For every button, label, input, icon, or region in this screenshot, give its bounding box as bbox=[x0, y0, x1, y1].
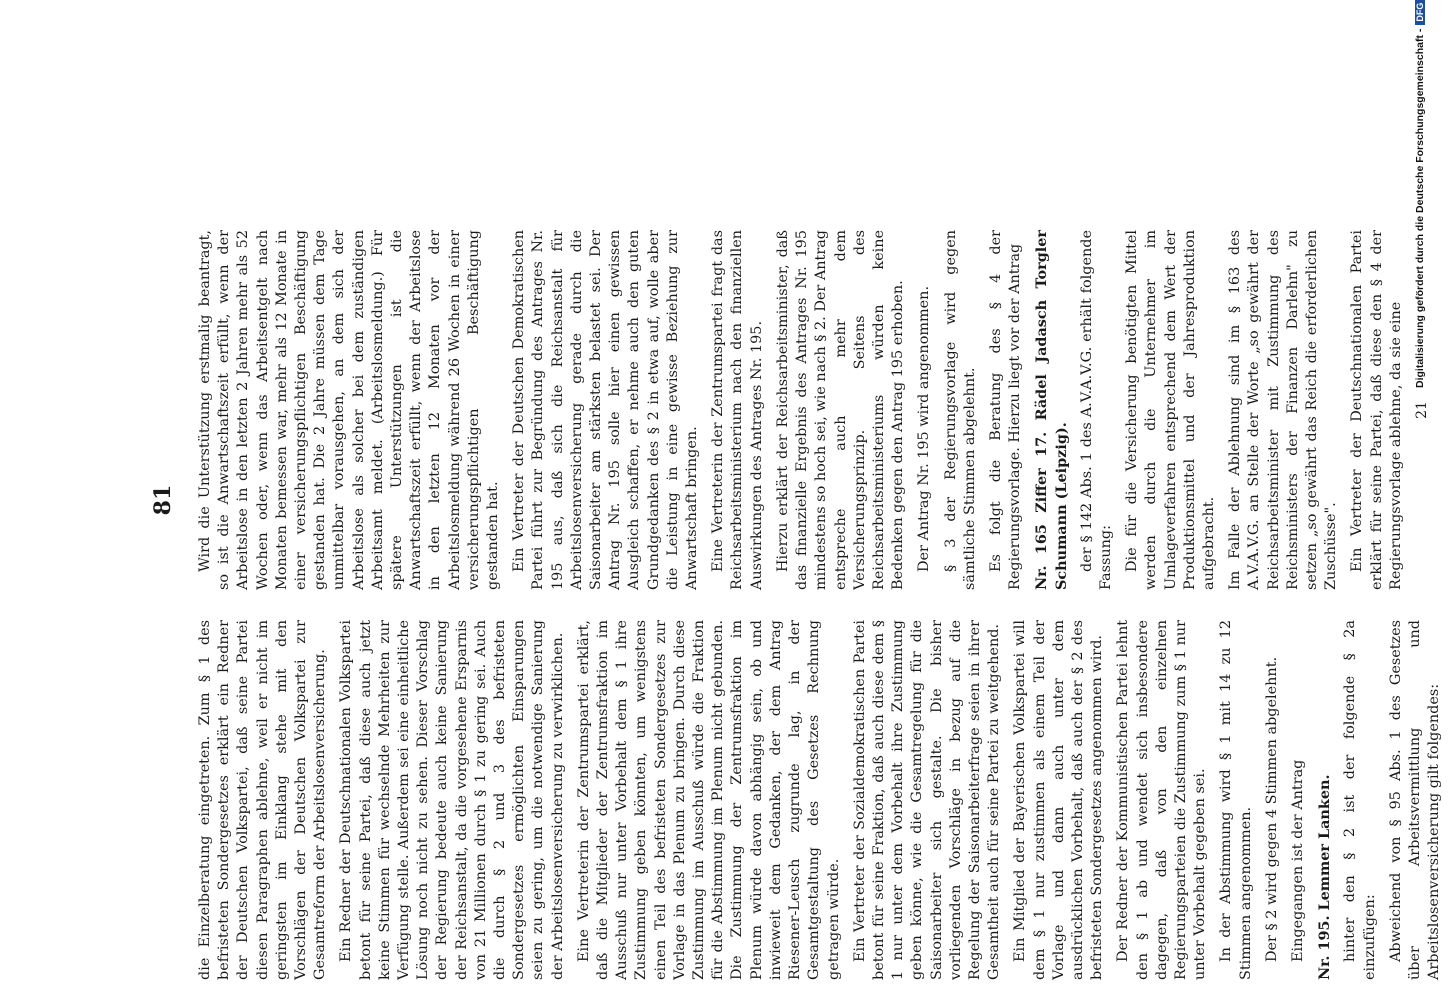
paragraph: die Einzelberatung eingetreten. Zum § 1 des befristeten Sondergesetzes erklärt ein Redner der Deutschen Volkspartei, daß seine Partei diesen Paragraphen ablehne, weil er nicht im geringsten im Einklang stehe mit den Vorschlägen der Deutschen Volkspartei zur Gesamtreform der Arbeitslosenversicherung. bbox=[197, 620, 329, 980]
paragraph: Ein Redner der Deutschnationalen Volkspartei betont für seine Partei, daß diese auch jetzt keine Stimmen für wechselnde Mehrheiten zur Verfügung stelle. Außerdem sei eine einheitliche Lösung noch nicht zu sehen. Dieser Vorschlag der Regierung bedeute auch keine Sanierung der Reichsanstalt, da die vorgesehene Ersparnis von 21 Millionen durch § 1 zu gering sei. Auch die durch § 2 und 3 des befristeten Sondergesetzes ermöglichten Einsparungen seien zu gering, um die notwendige Sanierung der Arbeitslosenversicherung zu verwirklichen. bbox=[338, 620, 566, 980]
paragraph: Eingegangen ist der Antrag bbox=[1289, 759, 1306, 962]
paragraph: Abweichend von § 95 Abs. 1 des Gesetzes über Arbeitsvermittlung und Arbeitslosenversicherung gilt folgendes: bbox=[1387, 620, 1443, 980]
paragraph: § 3 der Regierungsvorlage wird gegen sämtliche Stimmen abgelehnt. bbox=[942, 230, 978, 590]
digitization-text: Digitalisierung gefördert durch die Deutsche Forschungsgemeinschaft - bbox=[1414, 28, 1426, 388]
paragraph: Der Antrag Nr. 195 wird angenommen. bbox=[916, 285, 933, 572]
paragraph: Es folgt die Beratung des § 4 der Regierungsvorlage. Hierzu liegt vor der Antrag bbox=[987, 230, 1024, 590]
paragraph: Ein Vertreter der Deutschnationalen Partei erklärt für seine Partei, daß diese den § 4 der Regierungsvorlage ablehne, da sie eine bbox=[1349, 230, 1404, 590]
page-number: 81 bbox=[150, 484, 176, 516]
left-column bbox=[196, 620, 1451, 980]
paragraph: Im Falle der Ablehnung sind im § 163 des A.V.A.V.G. an Stelle der Worte „so gewährt der Reichsarbeitsminister mit Zustimmung des Reichsministers der Finanzen Darlehn" zu setzen „so gewährt das Reich die erforderlichen Zuschüsse". bbox=[1227, 230, 1340, 590]
footer-number: 21 bbox=[1413, 401, 1430, 419]
paragraph: Eine Vertreterin der Zentrumspartei fragt das Reichsarbeitsministerium nach den finanziellen Auswirkungen des Antrages Nr. 195. bbox=[710, 230, 765, 590]
paragraph: hinter den § 2 ist der folgende § 2a einzufügen: bbox=[1342, 620, 1378, 980]
paragraph: Der Redner der Kommunistischen Partei lehnt den § 1 ab und wendet sich insbesondere dagegen, daß von den einzelnen Regierungsparteien die Zustimmung zum § 1 nur unter Vorbehalt gegeben sei. bbox=[1115, 620, 1209, 980]
right-column bbox=[196, 230, 1432, 590]
paragraph: der § 142 Abs. 1 des A.V.A.V.G. erhält folgende Fassung: bbox=[1078, 230, 1114, 590]
paragraph: Wird die Unterstützung erstmalig beantragt, so ist die Anwartschaftszeit erfüllt, wenn der Arbeitslose in den letzten 2 Jahren mehr als 52 Wochen oder, wenn das Arbeitsentgelt nach Monaten bemessen war, mehr als 12 Monate in einer versicherungspflichtigen Beschäftigung gestanden hat. Die 2 Jahre müssen dem Tage unmittelbar vorausgehen, an dem sich der Arbeitslose als solcher bei dem zuständigen Arbeitsamt meldet. (Arbeitslosmeldung.) Für spätere Unterstützungen ist die Anwartschaftszeit erfüllt, wenn der Arbeitslose in den letzten 12 Monaten vor der Arbeitslosmeldung während 26 Wochen in einer versicherungspflichtigen Beschäftigung gestanden hat. bbox=[197, 230, 502, 590]
paragraph: Der § 2 wird gegen 4 Stimmen abgelehnt. bbox=[1263, 656, 1280, 962]
motion-heading: Nr. 195. Lemmer Lanken. bbox=[1316, 774, 1334, 980]
paragraph: Eine Vertreterin der Zentrumspartei erklärt, daß die Mitglieder der Zentrumsfraktion im Ausschuß nur unter Vorbehalt dem § 1 ihre Zustimmung geben könnten, um wenigstens einen Teil des befristeten Sondergesetzes zur Vorlage in das Plenum zu bringen. Durch diese Zustimmung im Ausschuß würde die Fraktion für die Abstimmung im Plenum nicht gebunden. Die Zustimmung der Zentrumsfraktion im Plenum würde davon abhängig sein, ob und inwieweit dem Gedanken, der dem Antrag Riesener-Leusch zugrunde lag, in der Gesamtgestaltung des Gesetzes Rechnung getragen würde. bbox=[575, 620, 842, 980]
motion-heading: Nr. 165 Ziffer 17. Rädel Jadasch Torgler Schumann (Leipzig). bbox=[1033, 230, 1070, 590]
paragraph: Die für die Versicherung benötigten Mittel werden durch die Unternehmer im Umlageverfahren entsprechend dem Wert der Produktionsmittel und der Jahresproduktion aufgebracht. bbox=[1124, 230, 1217, 590]
paragraph: Hierzu erklärt der Reichsarbeitsminister, daß das finanzielle Ergebnis des Antrages Nr. 195 mindestens so hoch sei, wie nach § 2. Der Antrag entspreche auch mehr dem Versicherungsprinzip. Seitens des Reichsarbeitsministeriums würden keine Bedenken gegen den Antrag 195 erhoben. bbox=[774, 230, 907, 590]
dfg-logo: DFG bbox=[1415, 0, 1425, 25]
digitization-note bbox=[1414, 2, 1430, 388]
paragraph: Ein Vertreter der Deutschen Demokratischen Partei führt zur Begründung des Antrages Nr. 195 aus, daß sich die Reichsanstalt für Arbeitslosenversicherung gerade durch die Saisonarbeiter am stärksten belastet sei. Der Antrag Nr. 195 solle hier einen gewissen Ausgleich schaffen, er nehme auch den guten Grundgedanken des § 2 in etwa auf, wolle aber die Leistung in eine gewisse Beziehung zur Anwartschaft bringen. bbox=[511, 230, 701, 590]
paragraph: Ein Vertreter der Sozialdemokratischen Partei betont für seine Fraktion, daß auch diese dem § 1 nur unter dem Vorbehalt ihre Zustimmung geben könne, wie die Gesamtregelung für die Saisonarbeiter sich gestalte. Die bisher vorliegenden Vorschläge in bezug auf die Regelung der Saisonarbeiterfrage seien in ihrer Gesamtheit auch für seine Partei zu weitgehend. bbox=[851, 620, 1003, 980]
paragraph: Ein Mitglied der Bayerischen Volkspartei will dem § 1 nur zustimmen als einem Teil der Vorlage und dann auch unter dem ausdrücklichen Vorbehalt, daß auch der § 2 des befristeten Sondergesetzes angenommen wird. bbox=[1012, 620, 1106, 980]
paragraph: In der Abstimmung wird § 1 mit 14 zu 12 Stimmen angenommen. bbox=[1218, 620, 1254, 980]
